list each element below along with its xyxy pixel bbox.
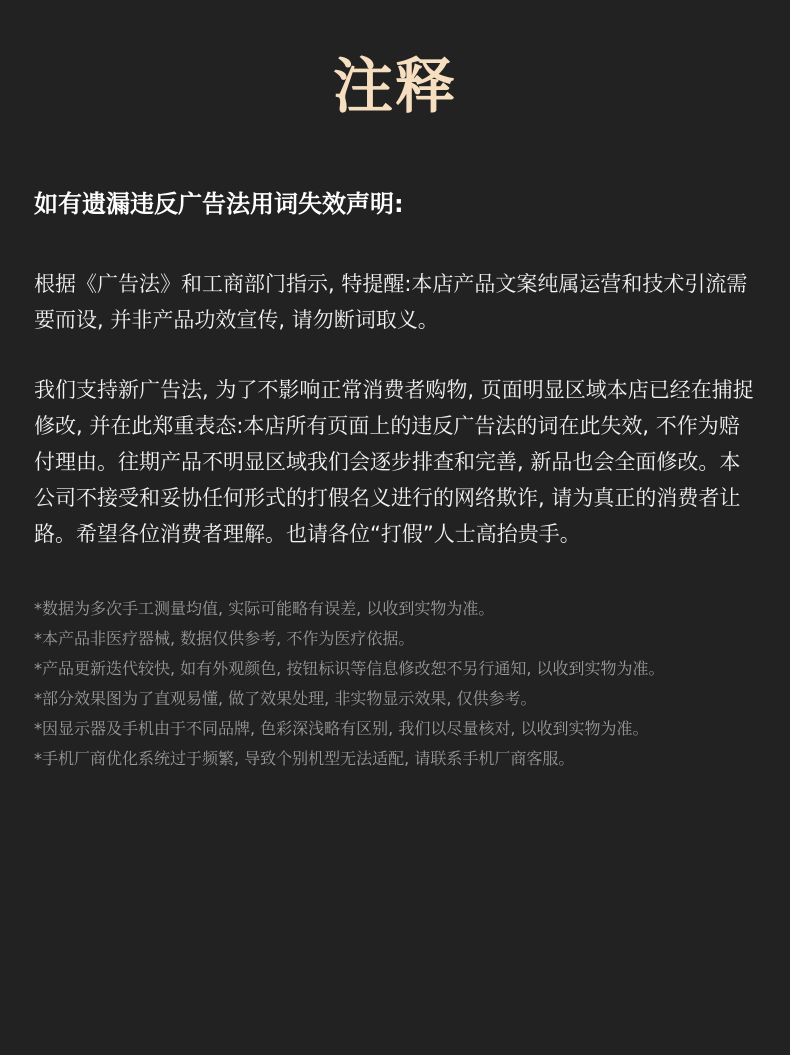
note-item: *数据为多次手工测量均值, 实际可能略有误差, 以收到实物为准。: [34, 599, 495, 618]
note-item: *产品更新迭代较快, 如有外观颜色, 按钮标识等信息修改恕不另行通知, 以收到实物为准。: [34, 659, 665, 678]
advertising-law-paragraph: 根据《广告法》和工商部门指示, 特提醒:本店产品文案纯属运营和技术引流需要而设, 并非产品功效宣传, 请勿断词取义。: [34, 272, 748, 332]
page-title: 注释: [333, 52, 457, 122]
support-statement-paragraph: 我们支持新广告法, 为了不影响正常消费者购物, 页面明显区域本店已经在捕捉修改, 并在此郑重表态:本店所有页面上的违反广告法的词在此失效, 不作为赔付理由。往期产品不明显区域我们会逐步排查和完善, 新品也会全面修改。本公司不接受和妥协任何形式的打假名义进行的网络欺诈, 请为真正的消费者让路。希望各位消费者理解。也请各位“打假”人士高抬贵手。: [34, 378, 754, 546]
note-item: *部分效果图为了直观易懂, 做了效果处理, 非实物显示效果, 仅供参考。: [34, 689, 537, 708]
disclaimer-heading: 如有遗漏违反广告法用词失效声明:: [34, 190, 404, 218]
note-item: *手机厂商优化系统过于频繁, 导致个别机型无法适配, 请联系手机厂商客服。: [34, 749, 575, 768]
note-item: *因显示器及手机由于不同品牌, 色彩深浅略有区别, 我们以尽量核对, 以收到实物为准。: [34, 719, 649, 738]
notes-list: [34, 594, 756, 774]
note-item: *本产品非医疗器械, 数据仅供参考, 不作为医疗依据。: [34, 629, 415, 648]
